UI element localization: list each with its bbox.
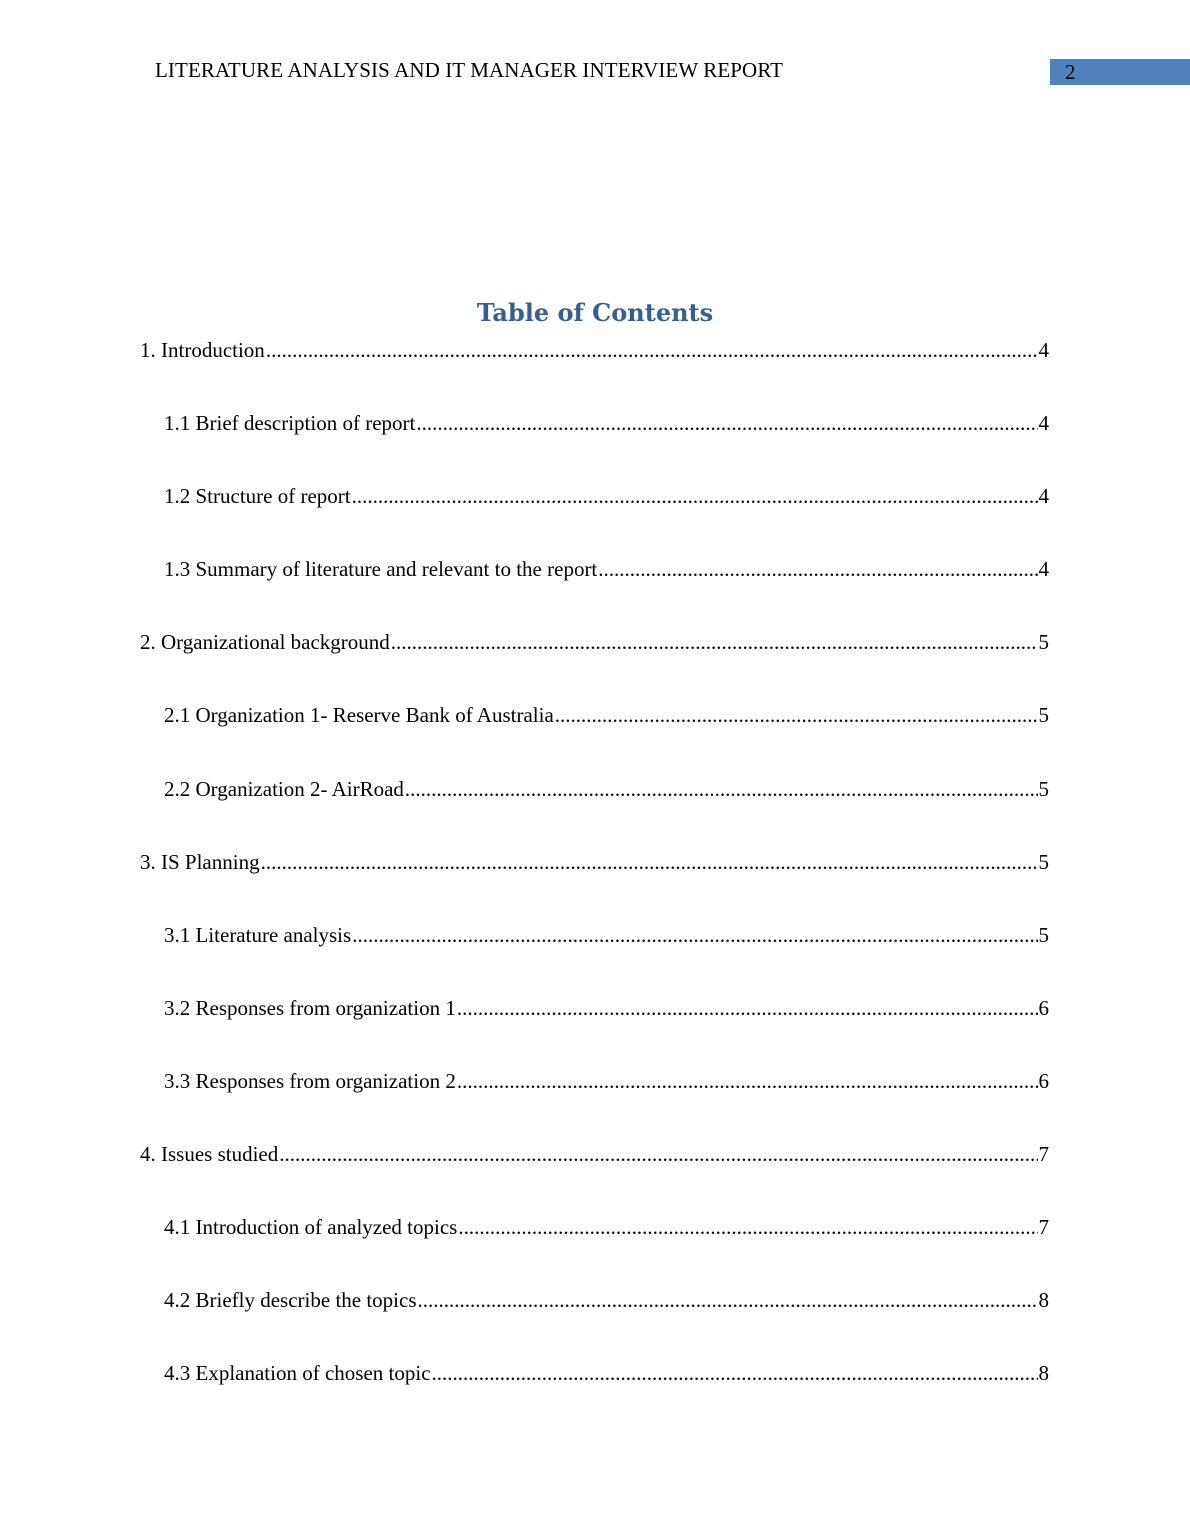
toc-entry[interactable] (140, 335, 1049, 365)
toc-entry-text: 4. Issues studied (140, 1142, 279, 1166)
toc-entry-text: 1.2 Structure of report (164, 484, 351, 508)
toc-entry-page: 6 (1038, 996, 1049, 1020)
toc-dot-leader (261, 847, 1038, 877)
toc-dot-leader (555, 700, 1038, 730)
toc-entry-text: 1. Introduction (140, 338, 265, 362)
toc-dot-leader (266, 335, 1038, 365)
toc-entry-page: 4 (1038, 484, 1049, 508)
toc-entry-text: 4.3 Explanation of chosen topic (164, 1361, 431, 1385)
toc-entry-page: 8 (1038, 1361, 1049, 1385)
toc-entry[interactable] (164, 920, 1049, 950)
toc-dot-leader (405, 774, 1038, 804)
toc-entry-text: 3. IS Planning (140, 850, 260, 874)
toc-entry[interactable] (164, 481, 1049, 511)
toc-entry-page: 7 (1038, 1215, 1049, 1239)
toc-entry-page: 5 (1038, 777, 1049, 801)
toc-entry-text: 3.1 Literature analysis (164, 923, 352, 947)
toc-entry-page: 6 (1038, 1069, 1049, 1093)
toc-entry-text: 2.1 Organization 1- Reserve Bank of Australia (164, 703, 554, 727)
toc-entry[interactable] (140, 1139, 1049, 1169)
toc-entry-page: 5 (1038, 703, 1049, 727)
toc-entry-page: 7 (1038, 1142, 1049, 1166)
toc-entry-page: 4 (1038, 411, 1049, 435)
toc-entry[interactable] (164, 1358, 1049, 1388)
toc-entry-page: 5 (1038, 630, 1049, 654)
toc-entry[interactable] (164, 1066, 1049, 1096)
toc-entry[interactable] (164, 993, 1049, 1023)
toc-entry-page: 4 (1038, 338, 1049, 362)
toc-entry-page: 5 (1038, 850, 1049, 874)
toc-entry-page: 4 (1038, 557, 1049, 581)
toc-dot-leader (352, 920, 1037, 950)
toc-entry[interactable] (164, 774, 1049, 804)
toc-entry-text: 1.1 Brief description of report (164, 411, 416, 435)
toc-dot-leader (432, 1358, 1038, 1388)
toc-dot-leader (352, 481, 1038, 511)
toc-entry-text: 3.2 Responses from organization 1 (164, 996, 456, 1020)
toc-entry[interactable] (164, 408, 1049, 438)
toc-entry-text: 2. Organizational background (140, 630, 390, 654)
toc-entry[interactable] (164, 1285, 1049, 1315)
toc-entry[interactable] (164, 700, 1049, 730)
toc-entry-text: 2.2 Organization 2- AirRoad (164, 777, 404, 801)
toc-dot-leader (391, 627, 1038, 657)
toc-entry-text: 4.2 Briefly describe the topics (164, 1288, 417, 1312)
running-header-title: LITERATURE ANALYSIS AND IT MANAGER INTERVIEW REPORT (155, 58, 784, 82)
toc-entry-text: 3.3 Responses from organization 2 (164, 1069, 456, 1093)
toc-dot-leader (418, 1285, 1038, 1315)
toc-entry-page: 8 (1038, 1288, 1049, 1312)
toc-dot-leader (279, 1139, 1037, 1169)
toc-entry-text: 1.3 Summary of literature and relevant to the report (164, 557, 598, 581)
toc-entry[interactable] (140, 627, 1049, 657)
toc-dot-leader (598, 554, 1037, 584)
toc-entry[interactable] (164, 554, 1049, 584)
toc-entry[interactable] (140, 847, 1049, 877)
page-number: 2 (1065, 60, 1076, 84)
page-number-box (1050, 59, 1190, 85)
toc-entry-text: 4.1 Introduction of analyzed topics (164, 1215, 458, 1239)
toc-dot-leader (458, 1212, 1037, 1242)
toc-dot-leader (457, 993, 1038, 1023)
toc-dot-leader (416, 408, 1037, 438)
toc-dot-leader (457, 1066, 1038, 1096)
toc-heading: Table of Contents (476, 298, 714, 327)
toc-entry-page: 5 (1038, 923, 1049, 947)
toc-entry[interactable] (164, 1212, 1049, 1242)
